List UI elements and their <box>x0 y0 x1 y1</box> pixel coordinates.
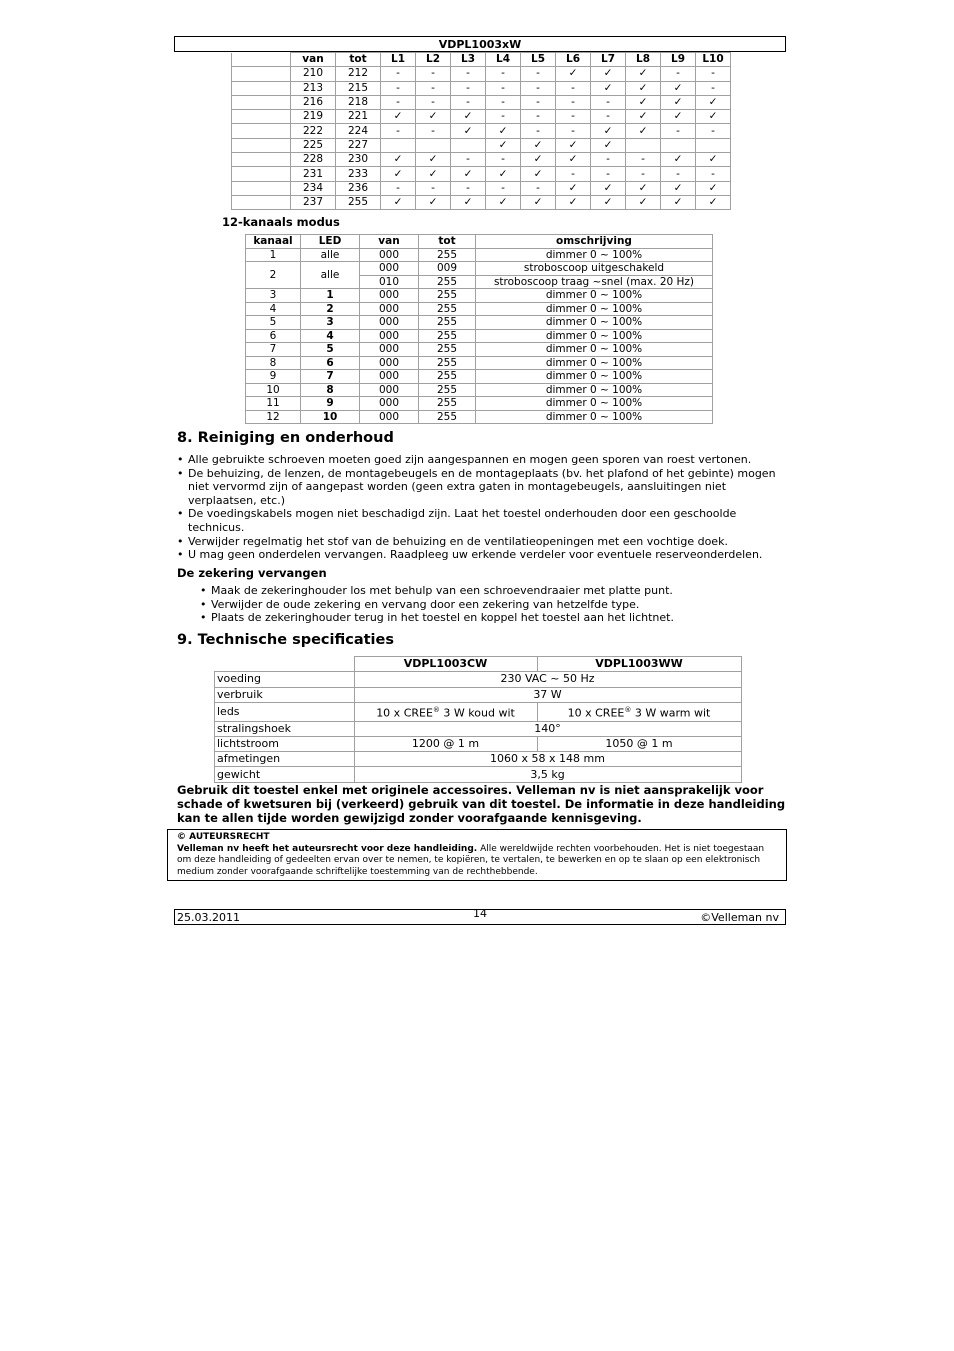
mode12-row <box>246 329 713 343</box>
mode12-tot: 255 <box>419 248 476 262</box>
spec-corner <box>215 657 355 672</box>
channel-row-blank <box>232 138 291 152</box>
channel-cell: ✓ <box>556 153 591 167</box>
mode12-led: 9 <box>301 397 360 411</box>
mode12-kanaal: 11 <box>246 397 301 411</box>
mode12-desc: dimmer 0 ~ 100% <box>476 410 713 424</box>
channel-cell: - <box>451 181 486 195</box>
channel-cell: - <box>696 167 731 181</box>
warning-text: Gebruik dit toestel enkel met originele accessoires. Velleman nv is niet aansprakelijk voor schade of kwetsuren bij (verkeerd) gebruik van dit toestel. De informatie in deze handleiding kan te allen tijde worden gewijzigd zonder voorafgaande kennisgeving. <box>177 783 786 826</box>
channel-cell: ✓ <box>486 138 521 152</box>
channel-cell <box>381 138 416 152</box>
channel-cell: - <box>556 81 591 95</box>
channel-cell: ✓ <box>591 124 626 138</box>
channel-row-blank <box>232 124 291 138</box>
channel-cell: - <box>416 181 451 195</box>
channel-col-header: L5 <box>521 53 556 67</box>
mode12-van: 000 <box>360 356 419 370</box>
mode12-row <box>246 316 713 330</box>
channel-cell: ✓ <box>591 138 626 152</box>
mode12-row <box>246 302 713 316</box>
channel-row-blank <box>232 81 291 95</box>
mode12-tot: 255 <box>419 316 476 330</box>
mode12-desc: dimmer 0 ~ 100% <box>476 248 713 262</box>
reg-mark: ® <box>432 705 440 714</box>
channel-cell: 227 <box>336 138 381 152</box>
spec-value: 1060 x 58 x 148 mm <box>354 752 741 767</box>
spec-table <box>214 656 742 783</box>
channel-cell: - <box>696 124 731 138</box>
channel-cell: - <box>416 95 451 109</box>
channel-cell <box>626 138 661 152</box>
channel-cell: ✓ <box>626 110 661 124</box>
channel-col-header: L3 <box>451 53 486 67</box>
channel-cell: ✓ <box>696 95 731 109</box>
channel-col-header: L7 <box>591 53 626 67</box>
spec-label: afmetingen <box>215 752 355 767</box>
spec-row-stralingshoek <box>215 721 742 736</box>
channel-table <box>231 52 731 210</box>
channel-cell <box>416 138 451 152</box>
leds-ww-post: 3 W warm wit <box>631 706 711 720</box>
channel-row <box>232 181 731 195</box>
mode12-tot: 255 <box>419 383 476 397</box>
mode12-table-header <box>246 235 713 249</box>
spec-label: verbruik <box>215 687 355 702</box>
mode12-row <box>246 248 713 262</box>
channel-cell: - <box>521 67 556 81</box>
channel-cell: ✓ <box>451 110 486 124</box>
spec-row-lichtstroom <box>215 736 742 751</box>
copyright-body <box>177 844 777 879</box>
spec-label: stralingshoek <box>215 721 355 736</box>
channel-cell: - <box>556 95 591 109</box>
leds-cw-post: 3 W koud wit <box>439 706 515 720</box>
channel-row-blank <box>232 67 291 81</box>
channel-cell: ✓ <box>591 81 626 95</box>
channel-cell: ✓ <box>486 124 521 138</box>
copyright-bold: Velleman nv heeft het auteursrecht voor deze handleiding. <box>177 843 478 854</box>
spec-value-ww <box>537 702 741 721</box>
mode12-kanaal: 6 <box>246 329 301 343</box>
channel-col-header: L9 <box>661 53 696 67</box>
spec-model-ww: VDPL1003WW <box>537 657 741 672</box>
footer-page: 14 <box>473 907 487 920</box>
mode12-kanaal: 9 <box>246 370 301 384</box>
channel-cell <box>696 138 731 152</box>
channel-row-blank <box>232 181 291 195</box>
channel-col-header: van <box>291 53 336 67</box>
channel-cell: 233 <box>336 167 381 181</box>
footer-date: 25.03.2011 <box>177 911 240 924</box>
channel-row <box>232 138 731 152</box>
channel-cell: - <box>626 167 661 181</box>
spec-row-verbruik <box>215 687 742 702</box>
channel-cell: - <box>486 181 521 195</box>
mode12-led: 5 <box>301 343 360 357</box>
channel-cell: - <box>661 67 696 81</box>
spec-header-row <box>215 657 742 672</box>
mode12-col-header: tot <box>419 235 476 249</box>
mode12-desc: dimmer 0 ~ 100% <box>476 343 713 357</box>
mode12-tot: 255 <box>419 329 476 343</box>
spec-value-cw: 1200 @ 1 m <box>354 736 537 751</box>
channel-cell: - <box>486 95 521 109</box>
channel-cell: ✓ <box>696 153 731 167</box>
spec-label: lichtstroom <box>215 736 355 751</box>
channel-cell: 230 <box>336 153 381 167</box>
mode12-led: 7 <box>301 370 360 384</box>
mode12-row <box>246 370 713 384</box>
channel-cell: ✓ <box>381 195 416 209</box>
mode12-tot: 255 <box>419 356 476 370</box>
channel-row <box>232 110 731 124</box>
channel-col-header: L2 <box>416 53 451 67</box>
channel-cell: ✓ <box>521 167 556 181</box>
channel-cell: - <box>591 110 626 124</box>
channel-cell: ✓ <box>521 138 556 152</box>
mode12-desc: dimmer 0 ~ 100% <box>476 397 713 411</box>
spec-label: gewicht <box>215 767 355 782</box>
channel-cell: ✓ <box>696 181 731 195</box>
channel-row <box>232 95 731 109</box>
channel-row <box>232 81 731 95</box>
channel-cell: ✓ <box>451 167 486 181</box>
mode12-van: 000 <box>360 397 419 411</box>
mode12-van: 000 <box>360 383 419 397</box>
channel-cell: - <box>521 81 556 95</box>
mode12-tot: 009 <box>419 262 476 276</box>
mode12-kanaal: 8 <box>246 356 301 370</box>
mode12-desc: dimmer 0 ~ 100% <box>476 302 713 316</box>
channel-col-header: L10 <box>696 53 731 67</box>
section9-title: 9. Technische specificaties <box>177 632 394 648</box>
mode12-table <box>245 234 713 424</box>
channel-cell: - <box>661 124 696 138</box>
mode12-led: 8 <box>301 383 360 397</box>
channel-cell: ✓ <box>661 153 696 167</box>
spec-row-gewicht <box>215 767 742 782</box>
channel-cell: 213 <box>291 81 336 95</box>
channel-cell: ✓ <box>591 195 626 209</box>
channel-row <box>232 195 731 209</box>
mode12-van: 000 <box>360 343 419 357</box>
spec-value-cw <box>354 702 537 721</box>
mode12-col-header: omschrijving <box>476 235 713 249</box>
mode12-tot: 255 <box>419 370 476 384</box>
mode12-desc: dimmer 0 ~ 100% <box>476 383 713 397</box>
channel-row-blank <box>232 153 291 167</box>
mode12-kanaal: 10 <box>246 383 301 397</box>
channel-cell: - <box>451 67 486 81</box>
channel-cell: ✓ <box>591 67 626 81</box>
channel-row-blank <box>232 195 291 209</box>
channel-cell: ✓ <box>626 67 661 81</box>
channel-cell: ✓ <box>696 195 731 209</box>
channel-cell: ✓ <box>556 181 591 195</box>
channel-cell: - <box>381 124 416 138</box>
mode12-col-header: van <box>360 235 419 249</box>
channel-cell <box>661 138 696 152</box>
section8-bullets <box>177 453 787 562</box>
header-model: VDPL1003xW <box>438 38 522 51</box>
section8-bullet: • U mag geen onderdelen vervangen. Raadpleeg uw erkende verdeler voor eventuele reserveonderdelen. <box>177 548 787 562</box>
mode12-row <box>246 383 713 397</box>
channel-cell: ✓ <box>381 153 416 167</box>
mode12-van: 000 <box>360 289 419 303</box>
mode12-led: 6 <box>301 356 360 370</box>
mode12-row <box>246 262 713 276</box>
channel-cell: - <box>696 67 731 81</box>
channel-cell: ✓ <box>661 181 696 195</box>
mode12-desc: dimmer 0 ~ 100% <box>476 329 713 343</box>
channel-cell: - <box>521 110 556 124</box>
channel-cell: - <box>381 67 416 81</box>
mode12-kanaal: 12 <box>246 410 301 424</box>
mode12-kanaal: 7 <box>246 343 301 357</box>
mode12-van: 000 <box>360 329 419 343</box>
mode12-led: 10 <box>301 410 360 424</box>
channel-cell: 225 <box>291 138 336 152</box>
fuse-title: De zekering vervangen <box>177 566 327 580</box>
channel-row <box>232 124 731 138</box>
header-model-box <box>174 36 786 52</box>
mode12-tot: 255 <box>419 343 476 357</box>
mode12-col-header: kanaal <box>246 235 301 249</box>
channel-cell: ✓ <box>556 138 591 152</box>
mode12-row <box>246 343 713 357</box>
channel-cell: ✓ <box>626 81 661 95</box>
mode12-tot: 255 <box>419 275 476 289</box>
mode12-row <box>246 410 713 424</box>
channel-cell: ✓ <box>696 110 731 124</box>
fuse-bullets <box>200 584 780 625</box>
channel-cell: - <box>521 181 556 195</box>
copyright-box <box>167 829 787 881</box>
channel-cell: - <box>591 153 626 167</box>
mode12-van: 000 <box>360 410 419 424</box>
mode12-desc: stroboscoop traag ~snel (max. 20 Hz) <box>476 275 713 289</box>
leds-cw-pre: 10 x CREE <box>376 706 433 720</box>
mode12-row <box>246 289 713 303</box>
mode12-van: 000 <box>360 302 419 316</box>
mode12-van: 000 <box>360 370 419 384</box>
channel-cell: - <box>486 67 521 81</box>
mode12-van: 000 <box>360 262 419 276</box>
section8-bullet: • Verwijder regelmatig het stof van de behuizing en de ventilatieopeningen met een vochtige doek. <box>177 535 787 549</box>
mode12-led: 4 <box>301 329 360 343</box>
mode12-col-header: LED <box>301 235 360 249</box>
fuse-bullet: • Maak de zekeringhouder los met behulp van een schroevendraaier met platte punt. <box>200 584 780 598</box>
spec-value: 140° <box>354 721 741 736</box>
channel-cell: - <box>486 81 521 95</box>
mode12-kanaal: 4 <box>246 302 301 316</box>
mode12-kanaal: 2 <box>246 262 301 289</box>
mode12-led: 3 <box>301 316 360 330</box>
channel-col-header: L6 <box>556 53 591 67</box>
channel-cell: 210 <box>291 67 336 81</box>
spec-value: 37 W <box>354 687 741 702</box>
channel-cell <box>451 138 486 152</box>
channel-row-blank <box>232 95 291 109</box>
channel-row-blank <box>232 110 291 124</box>
spec-row-afmetingen <box>215 752 742 767</box>
channel-row <box>232 153 731 167</box>
channel-cell: ✓ <box>661 81 696 95</box>
mode12-kanaal: 1 <box>246 248 301 262</box>
mode12-row <box>246 397 713 411</box>
channel-cell: - <box>381 81 416 95</box>
mode12-desc: stroboscoop uitgeschakeld <box>476 262 713 276</box>
spec-label: leds <box>215 702 355 721</box>
channel-cell: ✓ <box>381 167 416 181</box>
channel-cell: - <box>591 167 626 181</box>
fuse-bullet: • Verwijder de oude zekering en vervang door een zekering van hetzelfde type. <box>200 598 780 612</box>
channel-row <box>232 167 731 181</box>
spec-value: 230 VAC ~ 50 Hz <box>354 672 741 687</box>
copyright-text: Alle wereldwijde rechten voorbehouden. Het is niet toegestaan om deze handleiding of gedeelten ervan over te nemen, te kopiëren, te vertalen, te bewerken en op te slaan op een elektronisch medium zonder voorafgaande schriftelijke toestemming van de rechthebbende. <box>177 843 765 877</box>
fuse-bullet: • Plaats de zekeringhouder terug in het toestel en koppel het toestel aan het lichtnet. <box>200 611 780 625</box>
mode12-van: 010 <box>360 275 419 289</box>
section8-bullet: • Alle gebruikte schroeven moeten goed zijn aangespannen en mogen geen sporen van roest vertonen. <box>177 453 787 467</box>
mode12-tot: 255 <box>419 289 476 303</box>
mode12-desc: dimmer 0 ~ 100% <box>476 356 713 370</box>
channel-cell: 237 <box>291 195 336 209</box>
channel-cell: - <box>556 124 591 138</box>
channel-cell: 221 <box>336 110 381 124</box>
channel-cell: ✓ <box>416 195 451 209</box>
channel-cell: 212 <box>336 67 381 81</box>
channel-cell: - <box>451 81 486 95</box>
mode12-desc: dimmer 0 ~ 100% <box>476 289 713 303</box>
channel-cell: ✓ <box>626 195 661 209</box>
channel-table-blank <box>232 53 291 67</box>
channel-row-blank <box>232 167 291 181</box>
footer-brand: ©Velleman nv <box>700 911 779 924</box>
channel-cell: ✓ <box>486 195 521 209</box>
channel-cell: - <box>556 167 591 181</box>
mode12-desc: dimmer 0 ~ 100% <box>476 316 713 330</box>
mode12-row <box>246 356 713 370</box>
channel-cell: 231 <box>291 167 336 181</box>
mode12-desc: dimmer 0 ~ 100% <box>476 370 713 384</box>
channel-cell: ✓ <box>521 195 556 209</box>
channel-col-header: tot <box>336 53 381 67</box>
copyright-title: © AUTEURSRECHT <box>177 832 270 842</box>
channel-cell: 234 <box>291 181 336 195</box>
channel-cell: ✓ <box>556 67 591 81</box>
mode12-tot: 255 <box>419 302 476 316</box>
channel-cell: - <box>696 81 731 95</box>
channel-cell: ✓ <box>451 124 486 138</box>
mode12-van: 000 <box>360 248 419 262</box>
channel-cell: ✓ <box>486 167 521 181</box>
channel-cell: - <box>381 181 416 195</box>
channel-cell: ✓ <box>661 195 696 209</box>
channel-col-header: L4 <box>486 53 521 67</box>
mode12-led: 1 <box>301 289 360 303</box>
spec-row-voeding <box>215 672 742 687</box>
spec-value-ww: 1050 @ 1 m <box>537 736 741 751</box>
spec-label: voeding <box>215 672 355 687</box>
channel-table-header <box>232 53 731 67</box>
channel-cell: - <box>591 95 626 109</box>
mode12-tot: 255 <box>419 397 476 411</box>
channel-cell: ✓ <box>521 153 556 167</box>
spec-row-leds <box>215 702 742 721</box>
channel-cell: - <box>661 167 696 181</box>
channel-cell: ✓ <box>381 110 416 124</box>
channel-cell: 216 <box>291 95 336 109</box>
channel-cell: - <box>416 124 451 138</box>
channel-cell: - <box>521 124 556 138</box>
footer-box <box>174 909 786 925</box>
channel-cell: 219 <box>291 110 336 124</box>
channel-cell: - <box>451 153 486 167</box>
channel-cell: - <box>556 110 591 124</box>
channel-cell: ✓ <box>451 195 486 209</box>
channel-cell: ✓ <box>416 167 451 181</box>
channel-cell: - <box>521 95 556 109</box>
mode12-van: 000 <box>360 316 419 330</box>
channel-cell: - <box>451 95 486 109</box>
channel-cell: - <box>416 67 451 81</box>
spec-value: 3,5 kg <box>354 767 741 782</box>
channel-cell: ✓ <box>416 153 451 167</box>
channel-cell: ✓ <box>626 124 661 138</box>
reg-mark: ® <box>624 705 632 714</box>
spec-model-cw: VDPL1003CW <box>354 657 537 672</box>
channel-cell: ✓ <box>591 181 626 195</box>
channel-cell: - <box>381 95 416 109</box>
section8-bullet: • De voedingskabels mogen niet beschadigd zijn. Laat het toestel onderhouden door een geschoolde technicus. <box>177 507 787 534</box>
channel-cell: 224 <box>336 124 381 138</box>
channel-cell: - <box>486 110 521 124</box>
channel-cell: - <box>626 153 661 167</box>
mode12-led: alle <box>301 248 360 262</box>
channel-cell: 255 <box>336 195 381 209</box>
channel-cell: ✓ <box>626 181 661 195</box>
section8-bullet: • De behuizing, de lenzen, de montagebeugels en de montageplaats (bv. het plafond of het gebinte) mogen niet vervormd zijn of aangepast worden (geen extra gaten in montagebeugels, aansluitingen niet verplaatsen, etc.) <box>177 467 787 508</box>
mode12-led: 2 <box>301 302 360 316</box>
channel-cell: 228 <box>291 153 336 167</box>
channel-cell: ✓ <box>661 110 696 124</box>
channel-cell: ✓ <box>416 110 451 124</box>
channel-cell: 222 <box>291 124 336 138</box>
channel-cell: - <box>486 153 521 167</box>
mode12-kanaal: 3 <box>246 289 301 303</box>
channel-cell: ✓ <box>626 95 661 109</box>
channel-cell: 215 <box>336 81 381 95</box>
channel-cell: 218 <box>336 95 381 109</box>
mode12-title: 12-kanaals modus <box>222 215 340 229</box>
section8-title: 8. Reiniging en onderhoud <box>177 430 394 446</box>
channel-cell: - <box>416 81 451 95</box>
channel-row <box>232 67 731 81</box>
channel-cell: ✓ <box>661 95 696 109</box>
channel-cell: ✓ <box>556 195 591 209</box>
channel-col-header: L8 <box>626 53 661 67</box>
channel-col-header: L1 <box>381 53 416 67</box>
mode12-led: alle <box>301 262 360 289</box>
channel-cell: 236 <box>336 181 381 195</box>
mode12-tot: 255 <box>419 410 476 424</box>
leds-ww-pre: 10 x CREE <box>567 706 625 720</box>
mode12-kanaal: 5 <box>246 316 301 330</box>
